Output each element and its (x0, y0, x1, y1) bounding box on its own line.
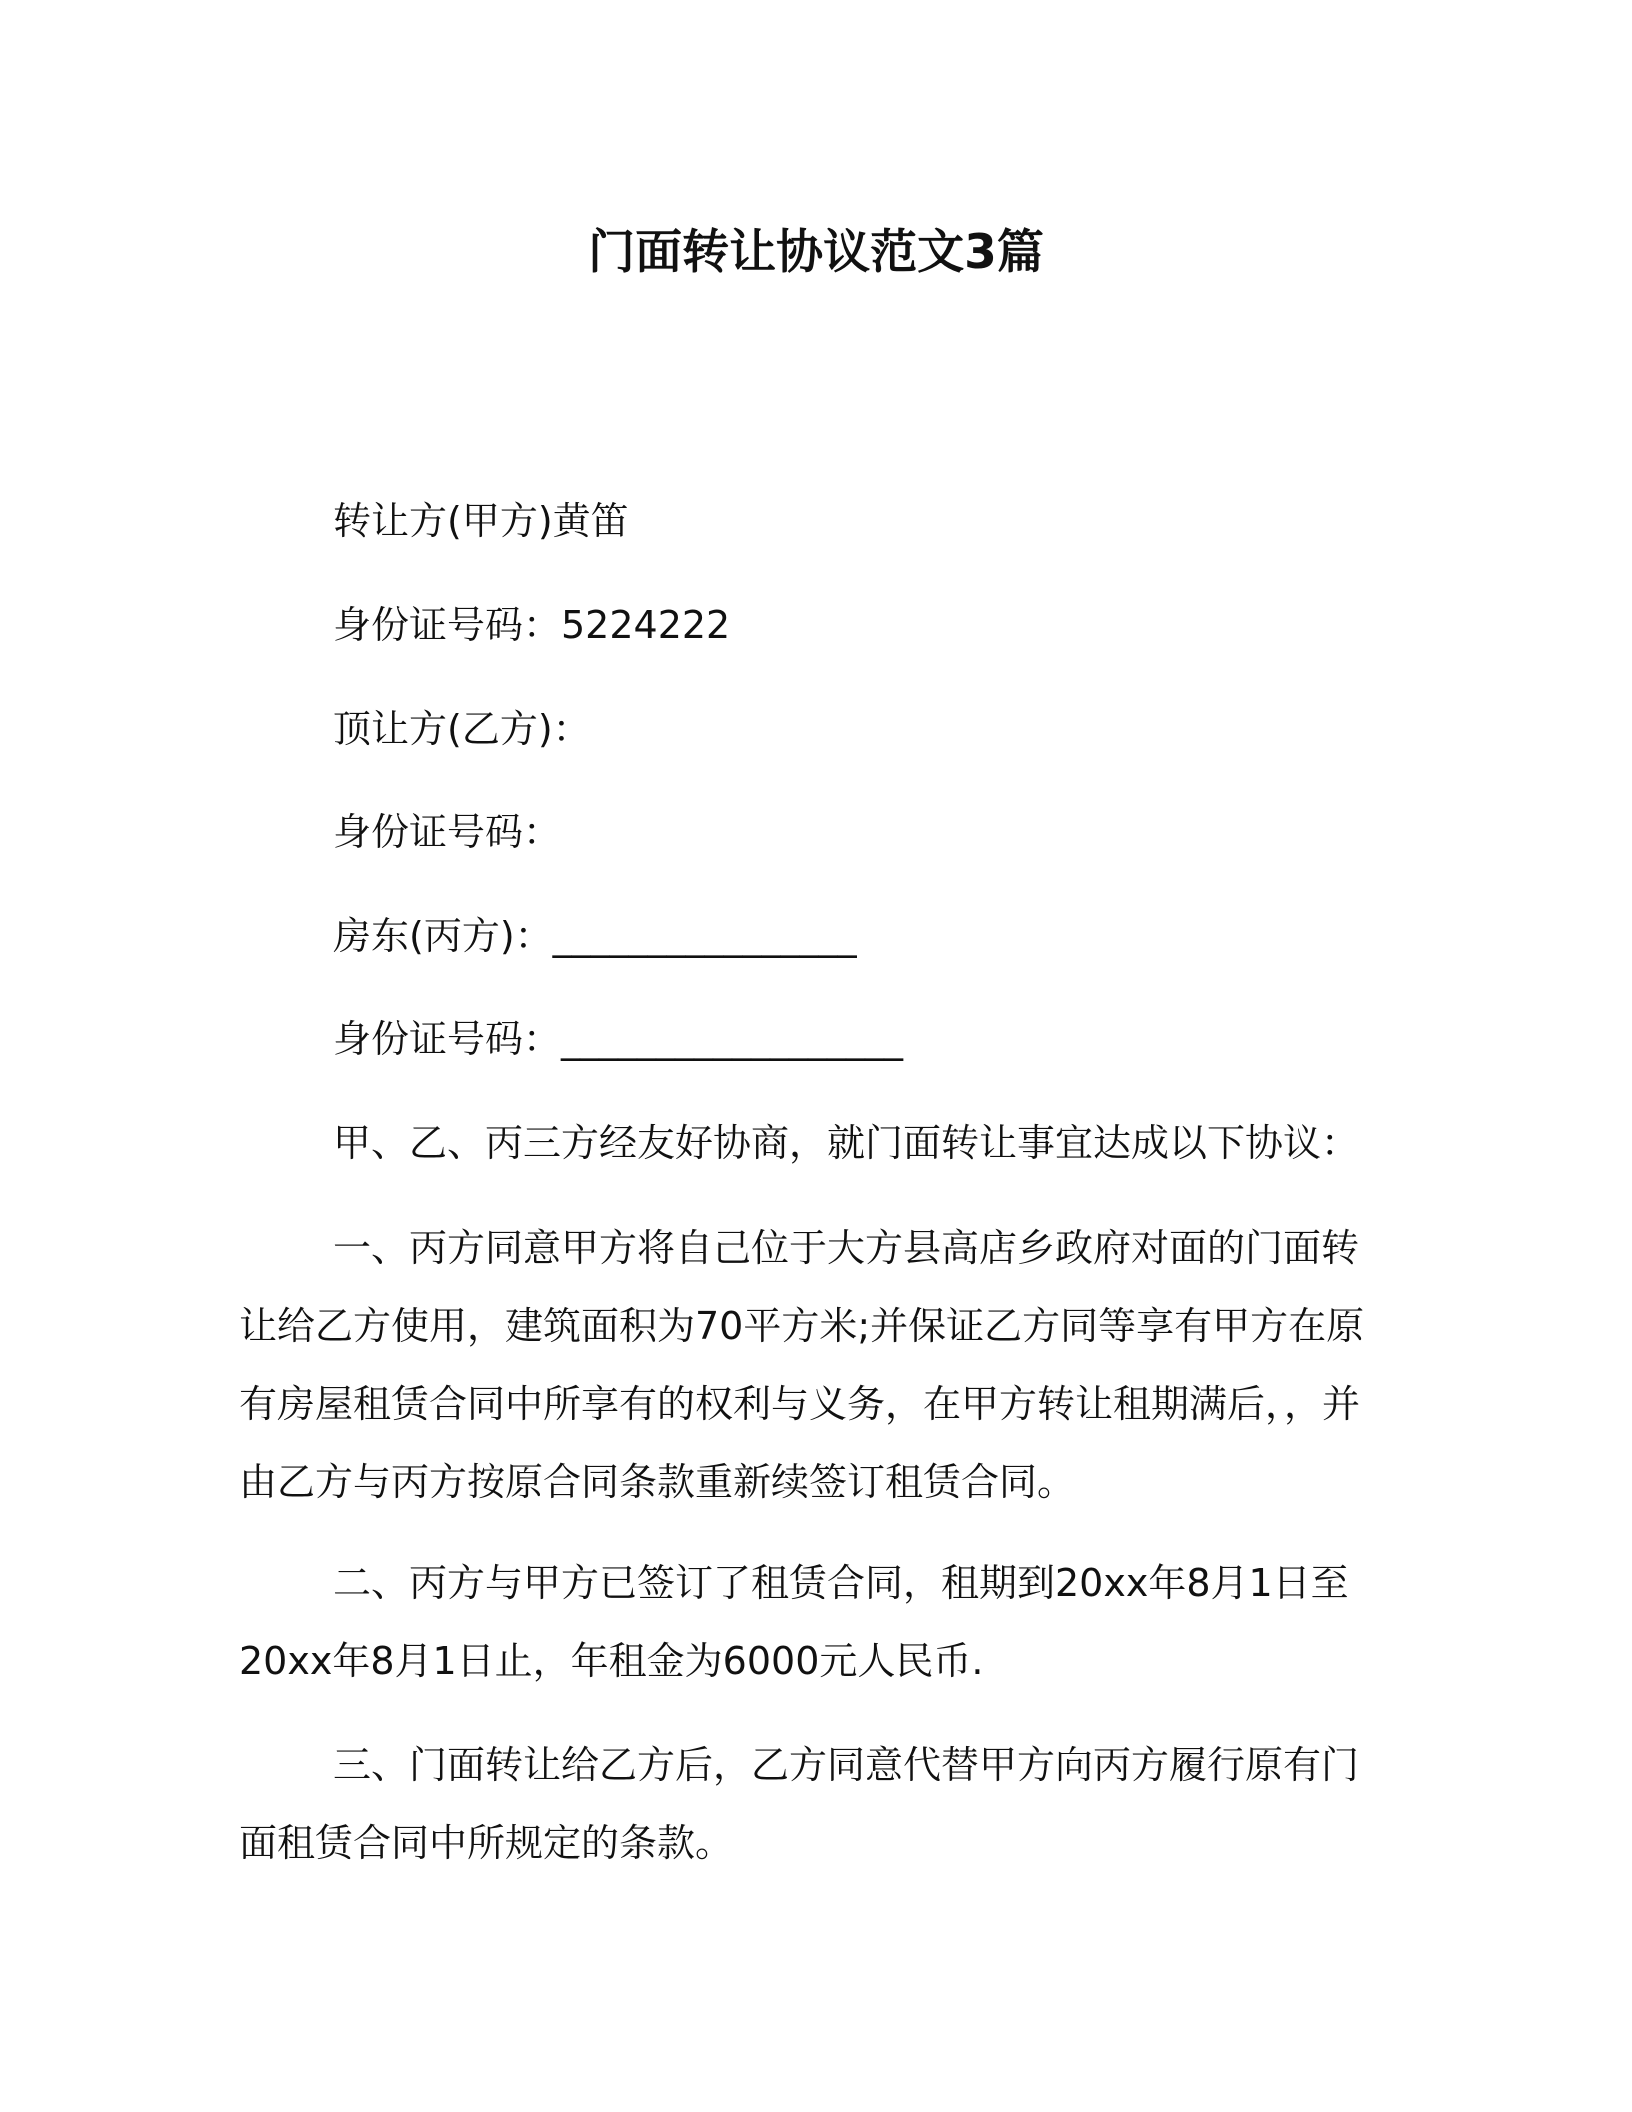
transferor-id-line: 身份证号码：5224222 (333, 603, 731, 647)
transferee-id-line: 身份证号码： (333, 810, 562, 854)
landlord-line: 房东(丙方)：________________ (333, 914, 857, 958)
agreement-intro: 甲、乙、丙三方经友好协商，就门面转让事宜达成以下协议： (333, 1121, 1360, 1165)
clause-three: 三、门面转让给乙方后，乙方同意代替甲方向丙方履行原有门面租赁合同中所规定的条款。 (239, 1743, 1360, 1865)
document-title: 门面转让协议范文3篇 (588, 225, 1044, 280)
clause-one: 一、丙方同意甲方将自己位于大方县高店乡政府对面的门面转让给乙方使用，建筑面积为70平方米;并保证乙方同等享有甲方在原有房屋租赁合同中所享有的权利与义务，在甲方转让租期满后，，并由乙方与丙方按原合同条款重新续签订租赁合同。 (239, 1226, 1365, 1504)
transferor-line: 转让方(甲方)黄笛 (333, 499, 629, 543)
transferee-line: 顶让方(乙方)： (333, 707, 591, 751)
clause-two: 二、丙方与甲方已签订了租赁合同，租期到20xx年8月1日至20xx年8月1日止，年租金为6000元人民币. (239, 1561, 1349, 1683)
landlord-id-line: 身份证号码：__________________ (333, 1017, 904, 1061)
